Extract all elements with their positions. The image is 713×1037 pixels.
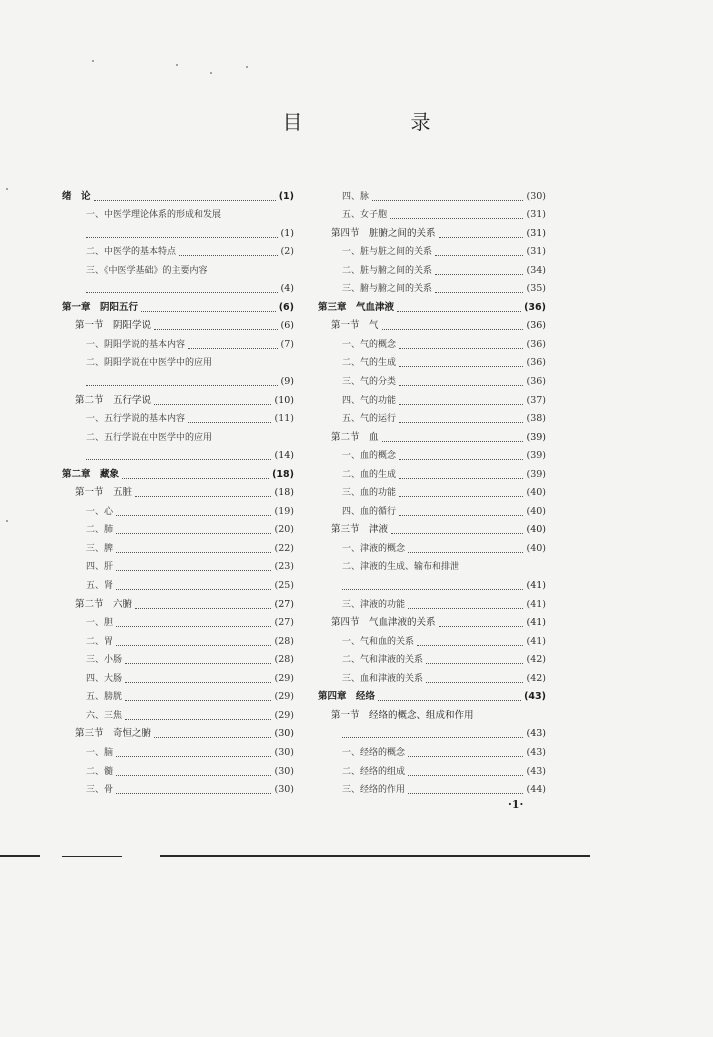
toc-entry-title: 四、大肠 bbox=[86, 673, 123, 684]
toc-entry-title: 第四节 气血津液的关系 bbox=[331, 617, 436, 629]
toc-entry-title: 一、血的概念 bbox=[342, 451, 397, 462]
toc-entry[interactable] bbox=[62, 592, 294, 611]
toc-entry-title: 六、三焦 bbox=[86, 710, 123, 721]
toc-entry-page: (41) bbox=[526, 635, 546, 647]
leader-dots bbox=[439, 625, 524, 627]
toc-entry[interactable] bbox=[318, 536, 546, 555]
toc-entry-title: 五、肾 bbox=[86, 581, 114, 592]
leader-dots bbox=[439, 236, 524, 238]
toc-entry[interactable] bbox=[62, 407, 294, 426]
toc-entry-page: (36) bbox=[524, 301, 546, 313]
toc-entry-title: 一、气和血的关系 bbox=[342, 636, 415, 647]
leader-dots bbox=[408, 755, 523, 757]
leader-dots bbox=[188, 347, 278, 349]
toc-entry[interactable] bbox=[318, 203, 546, 222]
toc-entry-page: (36) bbox=[526, 357, 546, 369]
leader-dots bbox=[125, 662, 271, 664]
leader-dots bbox=[116, 569, 271, 571]
leader-dots bbox=[417, 644, 523, 646]
toc-entry-page: (43) bbox=[526, 728, 546, 740]
leader-dots bbox=[122, 477, 269, 479]
leader-dots bbox=[397, 310, 521, 312]
toc-entry-page: (20) bbox=[274, 524, 294, 536]
leader-dots bbox=[116, 755, 271, 757]
toc-entry[interactable] bbox=[62, 759, 294, 778]
toc-entry-page: (10) bbox=[274, 394, 294, 406]
leader-dots bbox=[408, 792, 523, 794]
toc-entry-page: (18) bbox=[274, 487, 294, 499]
toc-entry-title: 三、经络的作用 bbox=[342, 785, 406, 796]
toc-entry-title: 一、阴阳学说的基本内容 bbox=[86, 339, 186, 350]
toc-entry[interactable] bbox=[62, 332, 294, 351]
leader-dots bbox=[154, 736, 271, 738]
scan-speck bbox=[176, 64, 178, 66]
toc-entry-page: (38) bbox=[526, 413, 546, 425]
toc-entry[interactable] bbox=[318, 240, 546, 259]
leader-dots bbox=[94, 199, 276, 201]
toc-entry-title: 二、经络的组成 bbox=[342, 766, 406, 777]
toc-entry-title: 二、中医学的基本特点 bbox=[86, 247, 177, 258]
toc-entry-title: 一、脑 bbox=[86, 747, 114, 758]
toc-entry-page: (31) bbox=[526, 246, 546, 258]
leader-dots bbox=[399, 458, 523, 460]
leader-dots bbox=[378, 699, 521, 701]
leader-dots bbox=[116, 514, 271, 516]
scan-speck bbox=[6, 188, 8, 190]
toc-entry-title: 第四章 经络 bbox=[318, 691, 376, 703]
toc-entry-page: (6) bbox=[278, 301, 294, 313]
toc-entry[interactable] bbox=[318, 351, 546, 370]
toc-entry-page: (42) bbox=[526, 654, 546, 666]
toc-entry[interactable] bbox=[62, 555, 294, 574]
toc-entry[interactable] bbox=[62, 740, 294, 759]
toc-entry[interactable] bbox=[318, 518, 546, 537]
scan-edge-rule bbox=[0, 855, 40, 857]
toc-entry-page: (28) bbox=[274, 635, 294, 647]
leader-dots bbox=[342, 588, 523, 590]
toc-entry[interactable] bbox=[62, 258, 294, 277]
toc-entry-title: 四、血的循行 bbox=[342, 506, 397, 517]
leader-dots bbox=[125, 718, 271, 720]
toc-entry-page: (39) bbox=[526, 468, 546, 480]
leader-dots bbox=[435, 254, 523, 256]
toc-entry-page: (30) bbox=[274, 728, 294, 740]
leader-dots bbox=[382, 440, 524, 442]
toc-entry[interactable] bbox=[62, 295, 294, 314]
toc-entry[interactable] bbox=[318, 277, 546, 296]
toc-left-column bbox=[62, 184, 294, 796]
leader-dots bbox=[141, 310, 276, 312]
toc-entry-title: 第一节 气 bbox=[331, 320, 379, 332]
toc-entry[interactable] bbox=[62, 351, 294, 370]
toc-entry-title: 四、肝 bbox=[86, 562, 114, 573]
scan-speck bbox=[246, 66, 248, 68]
toc-entry-page: (27) bbox=[274, 617, 294, 629]
leader-dots bbox=[399, 365, 523, 367]
toc-entry-page: (37) bbox=[526, 394, 546, 406]
toc-entry-title: 二、阴阳学说在中医学中的应用 bbox=[86, 358, 213, 369]
toc-entry[interactable] bbox=[318, 184, 546, 203]
toc-entry-page: (27) bbox=[274, 598, 294, 610]
toc-entry[interactable] bbox=[318, 369, 546, 388]
toc-entry-title: 三、血的功能 bbox=[342, 488, 397, 499]
toc-entry[interactable] bbox=[62, 536, 294, 555]
toc-entry[interactable] bbox=[318, 462, 546, 481]
toc-entry-title: 第三节 津液 bbox=[331, 524, 389, 536]
leader-dots bbox=[382, 328, 524, 330]
toc-entry[interactable] bbox=[62, 778, 294, 797]
toc-right-column bbox=[318, 184, 546, 796]
leader-dots bbox=[399, 477, 523, 479]
toc-entry[interactable] bbox=[318, 592, 546, 611]
toc-entry-title: 五、女子胞 bbox=[342, 210, 388, 221]
toc-entry-page: (41) bbox=[526, 617, 546, 629]
toc-entry-title: 一、气的概念 bbox=[342, 339, 397, 350]
leader-dots bbox=[116, 532, 271, 534]
toc-entry-page: (2) bbox=[280, 246, 294, 258]
toc-entry-title: 五、膀胱 bbox=[86, 692, 123, 703]
toc-entry[interactable] bbox=[62, 703, 294, 722]
toc-entry[interactable] bbox=[62, 462, 294, 481]
toc-entry-title: 二、气的生成 bbox=[342, 358, 397, 369]
toc-entry-title: 第一节 五脏 bbox=[75, 487, 133, 499]
toc-entry-page: (43) bbox=[526, 765, 546, 777]
toc-entry-title: 一、胆 bbox=[86, 618, 114, 629]
toc-entry-page: (39) bbox=[526, 431, 546, 443]
toc-entry[interactable] bbox=[318, 778, 546, 797]
toc-entry-page: (29) bbox=[274, 709, 294, 721]
toc-entry-page: (1) bbox=[280, 227, 294, 239]
toc-entry-page: (29) bbox=[274, 672, 294, 684]
leader-dots bbox=[399, 384, 523, 386]
toc-entry[interactable] bbox=[62, 518, 294, 537]
toc-entry[interactable] bbox=[318, 573, 546, 592]
toc-entry-page: (23) bbox=[274, 561, 294, 573]
toc-entry-title: 一、中医学理论体系的形成和发展 bbox=[86, 210, 222, 221]
toc-entry-title: 一、脏与脏之间的关系 bbox=[342, 247, 433, 258]
toc-entry-title: 三、脾 bbox=[86, 543, 114, 554]
toc-entry-page: (30) bbox=[526, 190, 546, 202]
toc-entry-page: (40) bbox=[526, 505, 546, 517]
toc-entry-title: 第二章 藏象 bbox=[62, 468, 120, 480]
toc-entry[interactable] bbox=[62, 611, 294, 630]
toc-entry-page: (41) bbox=[526, 598, 546, 610]
toc-entry[interactable] bbox=[62, 722, 294, 741]
toc-entry-title: 三、津液的功能 bbox=[342, 599, 406, 610]
toc-entry[interactable] bbox=[318, 629, 546, 648]
toc-entry-page: (25) bbox=[274, 580, 294, 592]
toc-entry[interactable] bbox=[62, 685, 294, 704]
toc-entry-page: (36) bbox=[526, 338, 546, 350]
toc-entry-page: (31) bbox=[526, 209, 546, 221]
leader-dots bbox=[116, 588, 271, 590]
toc-entry-page: (36) bbox=[526, 376, 546, 388]
toc-entry-page: (30) bbox=[274, 765, 294, 777]
toc-entry-title: 三、《中医学基础》的主要内容 bbox=[86, 265, 208, 276]
toc-entry[interactable] bbox=[318, 722, 546, 741]
leader-dots bbox=[179, 254, 278, 256]
toc-entry[interactable] bbox=[318, 221, 546, 240]
toc-entry-page: (11) bbox=[274, 413, 294, 425]
leader-dots bbox=[116, 774, 271, 776]
leader-dots bbox=[391, 532, 523, 534]
toc-entry-page: (42) bbox=[526, 672, 546, 684]
toc-entry-title: 第三章 气血津液 bbox=[318, 301, 395, 313]
leader-dots bbox=[399, 495, 523, 497]
page-title: 目 录 bbox=[282, 110, 475, 134]
leader-dots bbox=[154, 328, 278, 330]
toc-entry-title: 第一章 阴阳五行 bbox=[62, 301, 139, 313]
toc-entry[interactable] bbox=[318, 759, 546, 778]
leader-dots bbox=[399, 403, 523, 405]
toc-entry[interactable] bbox=[62, 203, 294, 222]
toc-entry[interactable] bbox=[318, 295, 546, 314]
toc-entry-page: (4) bbox=[280, 283, 294, 295]
toc-entry-title: 绪 论 bbox=[62, 190, 91, 202]
toc-entry-title: 三、腑与腑之间的关系 bbox=[342, 284, 433, 295]
toc-entry[interactable] bbox=[318, 703, 546, 722]
toc-entry[interactable] bbox=[318, 666, 546, 685]
toc-entry[interactable] bbox=[62, 369, 294, 388]
toc-entry-page: (6) bbox=[280, 320, 294, 332]
toc-entry[interactable] bbox=[62, 573, 294, 592]
toc-entry-title: 三、气的分类 bbox=[342, 377, 397, 388]
toc-entry-title: 四、气的功能 bbox=[342, 395, 397, 406]
toc-entry-page: (36) bbox=[526, 320, 546, 332]
toc-entry-page: (1) bbox=[278, 190, 294, 202]
toc-entry-title: 二、脏与腑之间的关系 bbox=[342, 265, 433, 276]
toc-entry-page: (9) bbox=[280, 376, 294, 388]
toc-entry-page: (39) bbox=[526, 450, 546, 462]
toc-entry[interactable] bbox=[318, 611, 546, 630]
leader-dots bbox=[86, 236, 278, 238]
leader-dots bbox=[399, 514, 523, 516]
toc-entry-title: 一、津液的概念 bbox=[342, 543, 406, 554]
toc-entry-page: (30) bbox=[274, 784, 294, 796]
toc-entry-page: (34) bbox=[526, 264, 546, 276]
toc-entry-title: 二、髓 bbox=[86, 766, 114, 777]
toc-entry-page: (43) bbox=[526, 746, 546, 758]
toc-entry-page: (31) bbox=[526, 227, 546, 239]
toc-entry-page: (30) bbox=[274, 746, 294, 758]
leader-dots bbox=[125, 699, 271, 701]
toc-entry[interactable] bbox=[62, 666, 294, 685]
toc-entry-title: 三、小肠 bbox=[86, 655, 123, 666]
toc-entry[interactable] bbox=[62, 277, 294, 296]
toc-entry-page: (18) bbox=[272, 468, 294, 480]
toc-entry-title: 二、肺 bbox=[86, 525, 114, 536]
leader-dots bbox=[116, 792, 271, 794]
toc-entry[interactable] bbox=[62, 648, 294, 667]
toc-entry-title: 第一节 阴阳学说 bbox=[75, 320, 152, 332]
leader-dots bbox=[426, 662, 523, 664]
leader-dots bbox=[342, 736, 523, 738]
toc-entry[interactable] bbox=[62, 444, 294, 463]
leader-dots bbox=[399, 347, 523, 349]
toc-entry[interactable] bbox=[318, 648, 546, 667]
toc-entry-title: 第二节 六腑 bbox=[75, 598, 133, 610]
toc-entry[interactable] bbox=[318, 444, 546, 463]
toc-entry-title: 一、五行学说的基本内容 bbox=[86, 414, 186, 425]
leader-dots bbox=[86, 384, 278, 386]
toc-entry[interactable] bbox=[62, 388, 294, 407]
leader-dots bbox=[399, 421, 523, 423]
toc-entry-page: (44) bbox=[526, 784, 546, 796]
leader-dots bbox=[372, 199, 523, 201]
scan-edge-rule bbox=[62, 856, 122, 857]
leader-dots bbox=[408, 774, 523, 776]
leader-dots bbox=[408, 607, 523, 609]
toc-entry-title: 第三节 奇恒之腑 bbox=[75, 728, 152, 740]
toc-entry-page: (19) bbox=[274, 505, 294, 517]
toc-entry-page: (29) bbox=[274, 691, 294, 703]
toc-entry[interactable] bbox=[62, 314, 294, 333]
toc-entry-page: (22) bbox=[274, 542, 294, 554]
page-number: ·1· bbox=[508, 798, 524, 811]
toc-entry-title: 二、血的生成 bbox=[342, 469, 397, 480]
toc-entry-title: 第一节 经络的概念、组成和作用 bbox=[331, 709, 474, 721]
toc-entry-title: 第二节 血 bbox=[331, 431, 379, 443]
toc-entry-title: 一、经络的概念 bbox=[342, 747, 406, 758]
toc-entry[interactable] bbox=[318, 685, 546, 704]
toc-entry-title: 二、气和津液的关系 bbox=[342, 655, 424, 666]
toc-entry-page: (40) bbox=[526, 542, 546, 554]
toc-entry[interactable] bbox=[62, 240, 294, 259]
toc-entry[interactable] bbox=[318, 740, 546, 759]
toc-entry-title: 五、气的运行 bbox=[342, 414, 397, 425]
leader-dots bbox=[154, 403, 271, 405]
toc-entry[interactable] bbox=[62, 499, 294, 518]
scan-speck bbox=[210, 72, 212, 74]
toc-entry[interactable] bbox=[318, 407, 546, 426]
leader-dots bbox=[426, 681, 523, 683]
toc-entry[interactable] bbox=[318, 388, 546, 407]
leader-dots bbox=[188, 421, 271, 423]
toc-entry-page: (35) bbox=[526, 283, 546, 295]
toc-entry[interactable] bbox=[62, 221, 294, 240]
toc-entry[interactable] bbox=[318, 314, 546, 333]
toc-entry-page: (28) bbox=[274, 654, 294, 666]
toc-entry-title: 二、津液的生成、输布和排泄 bbox=[342, 562, 460, 573]
toc-entry-page: (43) bbox=[524, 691, 546, 703]
toc-entry-page: (41) bbox=[526, 580, 546, 592]
leader-dots bbox=[86, 291, 278, 293]
toc-entry[interactable] bbox=[318, 481, 546, 500]
leader-dots bbox=[435, 273, 523, 275]
toc-entry-title: 二、胃 bbox=[86, 636, 114, 647]
leader-dots bbox=[116, 625, 271, 627]
leader-dots bbox=[390, 217, 523, 219]
leader-dots bbox=[116, 644, 271, 646]
toc-entry-title: 一、心 bbox=[86, 506, 114, 517]
leader-dots bbox=[86, 458, 271, 460]
toc-entry[interactable] bbox=[62, 425, 294, 444]
toc-entry[interactable] bbox=[318, 258, 546, 277]
scan-edge-rule bbox=[160, 855, 590, 857]
toc-entry-title: 第四节 脏腑之间的关系 bbox=[331, 227, 436, 239]
toc-entry[interactable] bbox=[318, 555, 546, 574]
toc-entry[interactable] bbox=[318, 332, 546, 351]
scan-speck bbox=[6, 520, 8, 522]
toc-entry-title: 二、五行学说在中医学中的应用 bbox=[86, 432, 213, 443]
toc-entry-title: 四、脉 bbox=[342, 191, 370, 202]
leader-dots bbox=[135, 607, 271, 609]
toc-entry-title: 第二节 五行学说 bbox=[75, 394, 152, 406]
toc-entry-title: 三、骨 bbox=[86, 785, 114, 796]
scan-speck bbox=[92, 60, 94, 62]
toc-entry[interactable] bbox=[318, 499, 546, 518]
toc-entry[interactable] bbox=[62, 184, 294, 203]
toc-entry-page: (14) bbox=[274, 450, 294, 462]
toc-entry-page: (7) bbox=[280, 338, 294, 350]
leader-dots bbox=[135, 495, 271, 497]
toc-entry-page: (40) bbox=[526, 524, 546, 536]
leader-dots bbox=[408, 551, 523, 553]
toc-entry[interactable] bbox=[62, 481, 294, 500]
toc-entry-page: (40) bbox=[526, 487, 546, 499]
leader-dots bbox=[116, 551, 271, 553]
toc-entry[interactable] bbox=[318, 425, 546, 444]
leader-dots bbox=[125, 681, 271, 683]
leader-dots bbox=[435, 291, 523, 293]
toc-entry[interactable] bbox=[62, 629, 294, 648]
toc-entry-title: 三、血和津液的关系 bbox=[342, 673, 424, 684]
